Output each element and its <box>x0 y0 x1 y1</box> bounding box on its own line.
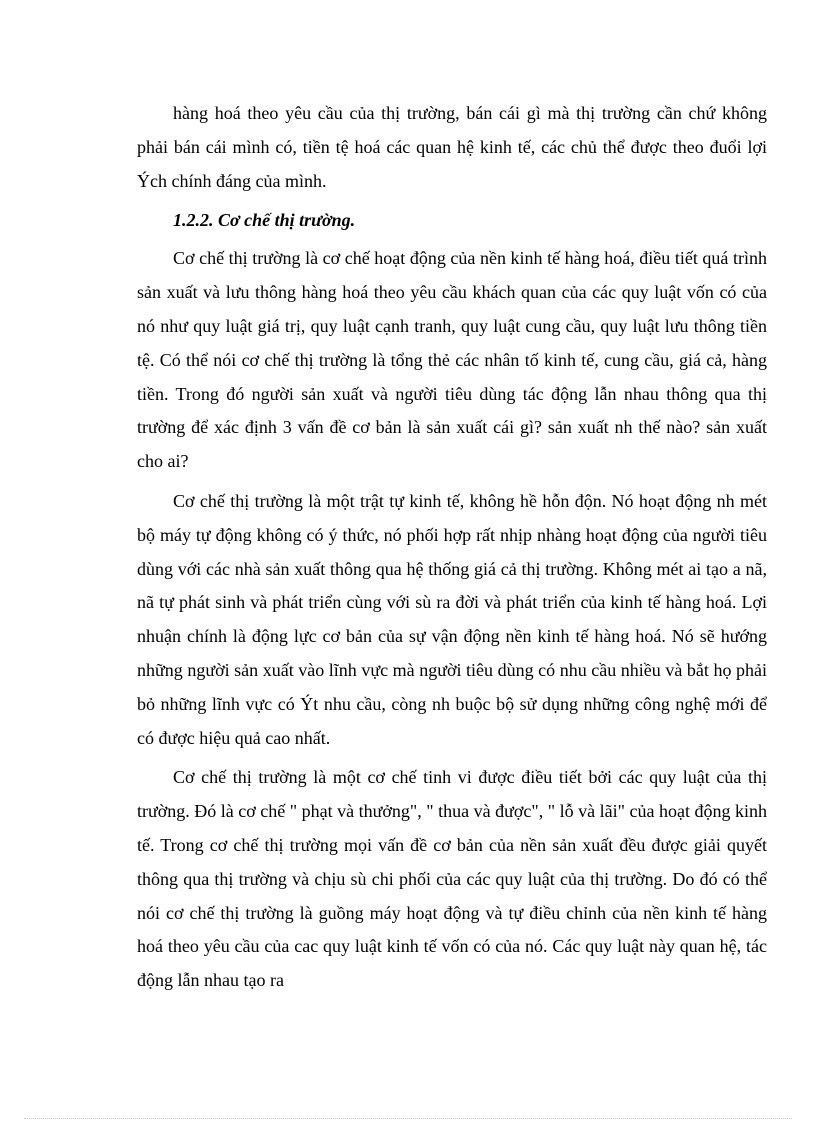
section-heading: 1.2.2. Cơ chế thị trường. <box>173 210 356 231</box>
paragraph-sophisticated-mechanism: Cơ chế thị trường là một cơ chế tinh vi được điều tiết bởi các quy luật của thị trường. Đó là cơ chế " phạt và thưởng", " thua và được", " lỗ và lãi" của hoạt động kinh tế. Trong cơ chế thị trường mọi vấn đề cơ bản của nền sản xuất đều được giải quyết thông qua thị trường và chịu sù chi phối của các quy luật của thị trường. Do đó có thể nói cơ chế thị trường là guồng máy hoạt động và tự điều chỉnh của nền kinh tế hàng hoá theo yêu cầu của cac quy luật kinh tế vốn có của nó. Các quy luật này quan hệ, tác động lẫn nhau tạo ra <box>137 767 767 991</box>
paragraph-economic-order: Cơ chế thị trường là một trật tự kinh tế, không hề hỗn độn. Nó hoạt động nh mét bộ máy tự động không có ý thức, nó phối hợp rất nhịp nhàng hoạt động của người tiêu dùng với các nhà sản xuất thông qua hệ thống giá cả thị trường. Không mét ai tạo a nã, nã tự phát sinh và phát triển cùng với sù ra đời và phát triển của kinh tế hàng hoá. Lợi nhuận chính là động lực cơ bản của sự vận động nền kinh tế hàng hoá. Nó sẽ hướng những người sản xuất vào lĩnh vực mà người tiêu dùng có nhu cầu nhiều và bắt họ phải bỏ những lĩnh vực có Ýt nhu cầu, còng nh buộc bộ sử dụng những công nghệ mới để có được hiệu quả cao nhất. <box>137 490 767 748</box>
page-bottom-divider <box>24 1118 792 1119</box>
page-content <box>137 97 767 998</box>
paragraph-market-mechanism-definition: Cơ chế thị trường là cơ chế hoạt động của nền kinh tế hàng hoá, điều tiết quá trình sản xuất và lưu thông hàng hoá theo yêu cầu khách quan của các quy luật vốn có của nó như quy luật giá trị, quy luật cạnh tranh, quy luật cung cầu, quy luật lưu thông tiền tệ. Có thể nói cơ chế thị trường là tổng thẻ các nhân tố kinh tế, cung cầu, giá cả, hàng tiền. Trong đó người sản xuất và người tiêu dùng tác động lẫn nhau thông qua thị trường để xác định 3 vấn đề cơ bản là sản xuất cái gì? sản xuất nh thế nào? sản xuất cho ai? <box>137 248 767 472</box>
paragraph-continuation: hàng hoá theo yêu cầu của thị trường, bán cái gì mà thị trường cần chứ không phải bán cái mình có, tiền tệ hoá các quan hệ kinh tế, các chủ thể được theo đuổi lợi Ých chính đáng của mình. <box>137 103 767 191</box>
